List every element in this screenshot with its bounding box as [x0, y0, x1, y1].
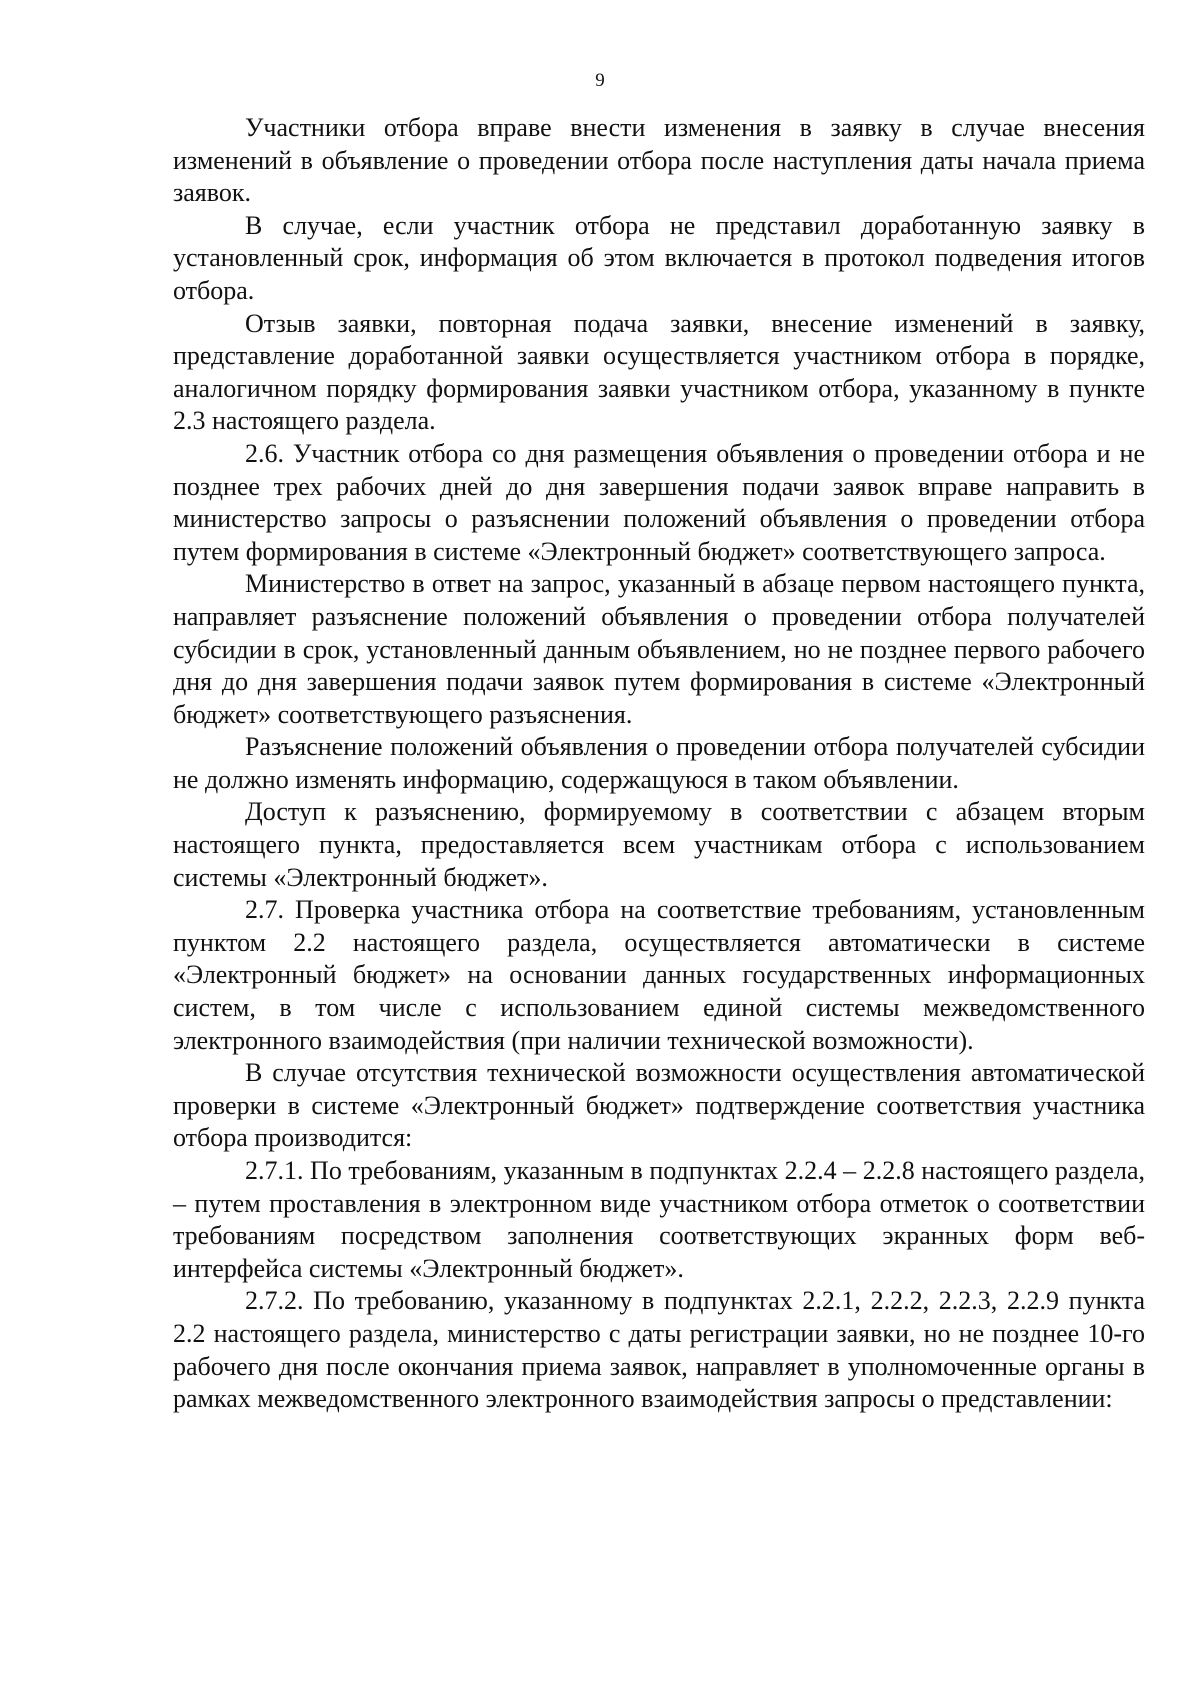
paragraph-clarification-scope: Разъяснение положений объявления о проведении отбора получателей субсидии не должно изменять информацию, содержащуюся в таком объявлении. [173, 732, 1145, 794]
paragraph-2-7-1: 2.7.1. По требованиям, указанным в подпунктах 2.2.4 – 2.2.8 настоящего раздела, – путем проставления в электронном виде участником отбора отметок о соответствии требованиям посредством заполнения соответствующих экранных форм веб-интерфейса системы «Электронный бюджет». [173, 1156, 1145, 1283]
paragraph-clarification-access: Доступ к разъяснению, формируемому в соответствии с абзацем вторым настоящего пункта, предоставляется всем участникам отбора с использованием системы «Электронный бюджет». [173, 797, 1145, 892]
paragraph-no-technical-possibility: В случае отсутствия технической возможности осуществления автоматической проверки в системе «Электронный бюджет» подтверждение соответствия участника отбора производится: [173, 1058, 1145, 1153]
document-body [173, 112, 1145, 1416]
paragraph-2-6: 2.6. Участник отбора со дня размещения объявления о проведении отбора и не позднее трех рабочих дней до дня завершения подачи заявок вправе направить в министерство запросы о разъяснении положений объявления о проведении отбора путем формирования в системе «Электронный бюджет» соответствующего запроса. [173, 438, 1145, 566]
page-number: 9 [595, 70, 605, 91]
paragraph-ministry-response: Министерство в ответ на запрос, указанный в абзаце первом настоящего пункта, направляет разъяснение положений объявления о проведении отбора получателей субсидии в срок, установленный данным объявлением, но не позднее первого рабочего дня до дня завершения подачи заявок путем формирования в системе «Электронный бюджет» соответствующего разъяснения. [173, 569, 1145, 729]
paragraph-2-7: 2.7. Проверка участника отбора на соответствие требованиям, установленным пунктом 2.2 настоящего раздела, осуществляется автоматически в системе «Электронный бюджет» на основании данных государственных информационных систем, в том числе с использованием единой системы межведомственного электронного взаимодействия (при наличии технической возможности). [173, 895, 1145, 1055]
paragraph-revised-application: В случае, если участник отбора не представил доработанную заявку в установленный срок, информация об этом включается в протокол подведения итогов отбора. [173, 210, 1145, 305]
paragraph-2-7-2: 2.7.2. По требованию, указанному в подпунктах 2.2.1, 2.2.2, 2.2.3, 2.2.9 пункта 2.2 настоящего раздела, министерство с даты регистрации заявки, но не позднее 10-го рабочего дня после окончания приема заявок, направляет в уполномоченные органы в рамках межведомственного электронного взаимодействия запросы о представлении: [173, 1286, 1145, 1414]
paragraph-withdrawal: Отзыв заявки, повторная подача заявки, внесение изменений в заявку, представление доработанной заявки осуществляется участником отбора в порядке, аналогичном порядку формирования заявки участником отбора, указанному в пункте 2.3 настоящего раздела. [173, 308, 1145, 436]
paragraph-amendments: Участники отбора вправе внести изменения в заявку в случае внесения изменений в объявление о проведении отбора после наступления даты начала приема заявок. [173, 113, 1145, 208]
